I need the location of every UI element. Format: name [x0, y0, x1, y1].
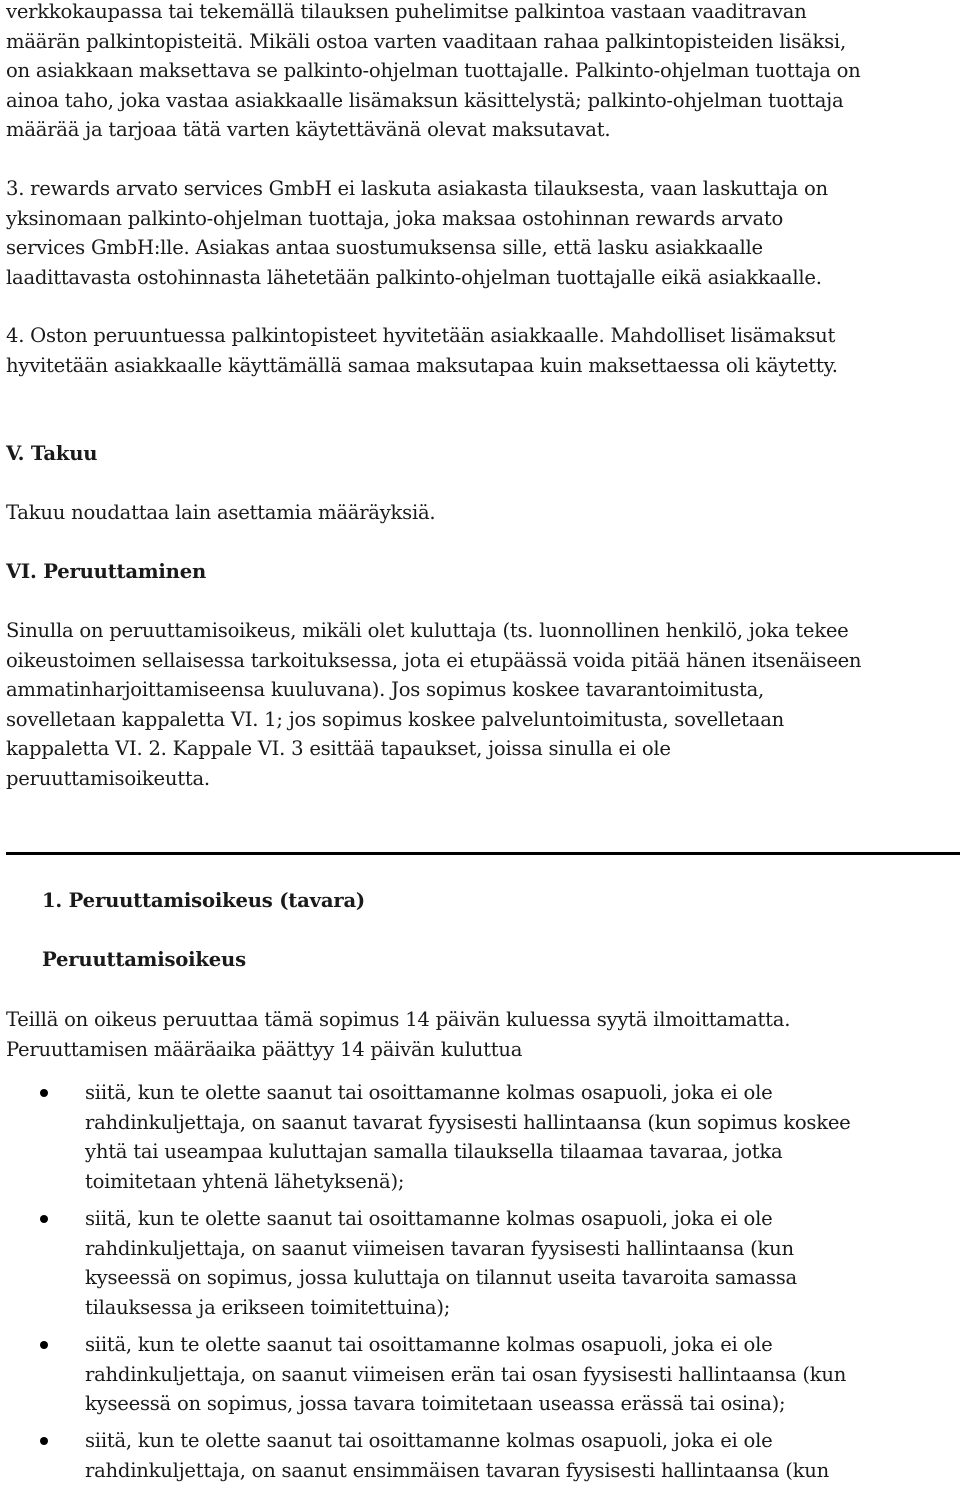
text-line: ammatinharjoittamiseensa kuuluvana). Jos sopimus koskee tavarantoimitusta, — [6, 678, 765, 702]
text-line: on asiakkaan maksettava se palkinto-ohjelman tuottajalle. Palkinto-ohjelman tuottaja on — [6, 59, 861, 83]
bullet-icon — [40, 1437, 48, 1445]
text-line: toimitetaan yhtenä lähetyksenä); — [85, 1169, 405, 1193]
text-line: laadittavasta ostohinnasta lähetetään palkinto-ohjelman tuottajalle eikä asiakkaalle. — [6, 265, 822, 289]
text-line: määrää ja tarjoaa tätä varten käytettävänä olevat maksutavat. — [6, 118, 611, 142]
text-line: määrän palkintopisteitä. Mikäli ostoa varten vaaditaan rahaa palkintopisteiden lisäksi, — [6, 29, 846, 53]
paragraph-2-continuation — [6, 0, 956, 145]
text-line: kappaletta VI. 2. Kappale VI. 3 esittää tapaukset, joissa sinulla ei ole — [6, 737, 671, 761]
text-line: hyvitetään asiakkaalle käyttämällä samaa maksutapaa kuin maksettaessa oli käytetty. — [6, 353, 838, 377]
subsection-1-subheading: Peruuttamisoikeus — [42, 948, 246, 971]
text-line: rahdinkuljettaja, on saanut viimeisen erän tai osan fyysisesti hallintaansa (kun — [85, 1362, 847, 1386]
text-line: rahdinkuljettaja, on saanut viimeisen tavaran fyysisesti hallintaansa (kun — [85, 1236, 794, 1260]
text-line: Peruuttamisen määräaika päättyy 14 päivän kuluttua — [6, 1037, 523, 1061]
section-v-text — [6, 498, 956, 528]
section-v-heading: V. Takuu — [6, 442, 98, 465]
text-line: sovelletaan kappaletta VI. 1; jos sopimus koskee palveluntoimitusta, sovelletaan — [6, 707, 785, 731]
text-line: kyseessä on sopimus, jossa tavara toimitetaan useassa erässä tai osina); — [85, 1392, 786, 1416]
list-item-text — [85, 1426, 955, 1485]
text-line: Takuu noudattaa lain asettamia määräyksiä. — [6, 501, 436, 524]
text-line: tilauksessa ja erikseen toimitettuina); — [85, 1295, 451, 1319]
text-line: ainoa taho, joka vastaa asiakkaalle lisämaksun käsittelystä; palkinto-ohjelman tuottaja — [6, 88, 844, 112]
text-line: Teillä on oikeus peruuttaa tämä sopimus 14 päivän kuluessa syytä ilmoittamatta. — [6, 1008, 791, 1031]
bullet-icon — [40, 1089, 48, 1097]
text-line: yksinomaan palkinto-ohjelman tuottaja, joka maksaa ostohinnan rewards arvato — [6, 206, 784, 230]
section-divider — [6, 852, 960, 855]
list-item-text — [85, 1078, 955, 1196]
text-line: siitä, kun te olette saanut tai osoittamanne kolmas osapuoli, joka ei ole — [85, 1207, 773, 1230]
paragraph-4 — [6, 321, 956, 380]
text-line: siitä, kun te olette saanut tai osoittamanne kolmas osapuoli, joka ei ole — [85, 1081, 773, 1104]
text-line: services GmbH:lle. Asiakas antaa suostumuksensa sille, että lasku asiakkaalle — [6, 236, 763, 260]
subsection-1-heading: 1. Peruuttamisoikeus (tavara) — [42, 889, 366, 912]
text-line: siitä, kun te olette saanut tai osoittamanne kolmas osapuoli, joka ei ole — [85, 1333, 773, 1356]
withdrawal-intro — [6, 1005, 956, 1064]
text-line: Sinulla on peruuttamisoikeus, mikäli olet kuluttaja (ts. luonnollinen henkilö, joka tekee — [6, 619, 849, 642]
section-vi-heading: VI. Peruuttaminen — [6, 560, 207, 583]
text-line: oikeustoimen sellaisessa tarkoituksessa, jota ei etupäässä voida pitää hänen itsenäiseen — [6, 648, 862, 672]
text-line: rahdinkuljettaja, on saanut tavarat fyysisesti hallintaansa (kun sopimus koskee — [85, 1110, 851, 1134]
text-line: 4. Oston peruuntuessa palkintopisteet hyvitetään asiakkaalle. Mahdolliset lisämaksut — [6, 324, 836, 347]
text-line: peruuttamisoikeutta. — [6, 766, 210, 790]
paragraph-3 — [6, 174, 956, 292]
text-line: verkkokaupassa tai tekemällä tilauksen puhelimitse palkintoa vastaan vaaditravan — [6, 0, 807, 23]
bullet-icon — [40, 1341, 48, 1349]
list-item-text — [85, 1330, 955, 1419]
text-line: yhtä tai useampaa kuluttajan samalla tilauksella tilaamaa tavaraa, jotka — [85, 1140, 783, 1164]
section-vi-paragraph — [6, 616, 956, 794]
text-line: 3. rewards arvato services GmbH ei laskuta asiakasta tilauksesta, vaan laskuttaja on — [6, 177, 828, 200]
text-line: rahdinkuljettaja, on saanut ensimmäisen tavaran fyysisesti hallintaansa (kun — [85, 1458, 829, 1482]
list-item-text — [85, 1204, 955, 1322]
text-line: kyseessä on sopimus, jossa kuluttaja on tilannut useita tavaroita samassa — [85, 1266, 797, 1290]
bullet-icon — [40, 1215, 48, 1223]
text-line: siitä, kun te olette saanut tai osoittamanne kolmas osapuoli, joka ei ole — [85, 1429, 773, 1452]
